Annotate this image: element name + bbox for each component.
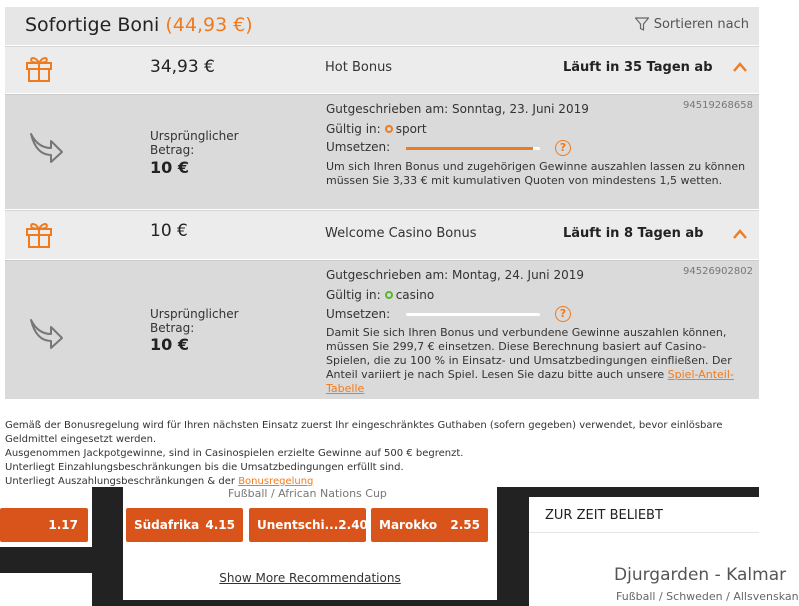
bonus-rules-link[interactable]: Bonusregelung bbox=[238, 476, 314, 487]
status-dot-icon bbox=[385, 125, 393, 133]
bonus-expiry: Läuft in 35 Tagen ab bbox=[563, 60, 713, 75]
original-amount-label: Ursprünglicher Betrag: bbox=[150, 307, 239, 335]
outcome-label: Südafrika bbox=[134, 518, 200, 532]
footnote-4-text: Unterliegt Auszahlungsbeschränkungen & der bbox=[5, 476, 235, 487]
popular-card bbox=[529, 497, 799, 606]
bonus-description: Um sich Ihren Bonus und zugehörigen Gewinne auszahlen lassen zu können müssen Sie 3,33 € mit kumulativen Quoten von mindestens 1,5 wetten. bbox=[326, 160, 746, 187]
bonus-id: 94526902802 bbox=[683, 266, 753, 277]
odds-value: 1.17 bbox=[48, 518, 78, 532]
chevron-up-icon[interactable] bbox=[732, 61, 748, 73]
description-text: Damit Sie sich Ihren Bonus und verbundene Gewinne auszahlen können, müssen Sie 299,7 € einsetzen. Diese Berechnung basiert auf Casino-Spielen, die zu 100 % in Einsatz- und Umsatzbedingungen einfließen. Der Anteil variiert je nach Spiel. Lesen Sie dazu bitte auch unsere bbox=[326, 326, 732, 381]
share-arrow-icon bbox=[27, 312, 65, 350]
share-table-link[interactable]: Spiel-Anteil-Tabelle bbox=[326, 368, 734, 395]
help-icon[interactable]: ? bbox=[555, 306, 571, 322]
status-dot-icon bbox=[385, 291, 393, 299]
bonus-expiry: Läuft in 8 Tagen ab bbox=[563, 226, 704, 241]
sort-button[interactable] bbox=[634, 16, 749, 32]
bonus-name: Hot Bonus bbox=[325, 60, 393, 75]
recommendations-area bbox=[0, 487, 799, 606]
bonus-id: 94519268658 bbox=[683, 100, 753, 111]
popular-breadcrumb: Fußball / Schweden / Allsvenskan bbox=[616, 590, 799, 603]
bonus-value: 10 € bbox=[150, 221, 188, 241]
valid-value: sport bbox=[395, 122, 427, 136]
title-text: Sofortige Boni bbox=[25, 14, 160, 36]
odds-value: 4.15 bbox=[205, 518, 235, 532]
outcome-label: Marokko bbox=[379, 518, 438, 532]
bonus-description bbox=[326, 326, 746, 396]
total-amount: (44,93 €) bbox=[165, 14, 253, 36]
footnote-1: Gemäß der Bonusregelung wird für Ihren nächsten Einsatz zuerst Ihr eingeschränktes Guthaben (sofern gegeben) verwendet, bevor einlösbare Geldmittel eingesetzt werden. bbox=[5, 420, 723, 445]
popular-title: ZUR ZEIT BELIEBT bbox=[529, 497, 759, 533]
chevron-up-icon[interactable] bbox=[732, 228, 748, 240]
wager-label: Umsetzen: bbox=[326, 307, 391, 321]
odds-button-home[interactable] bbox=[126, 508, 243, 542]
odds-button[interactable] bbox=[0, 508, 88, 542]
bonus-details-hot bbox=[5, 94, 759, 209]
wager-progress-bar bbox=[406, 313, 540, 316]
credited-date: Gutgeschrieben am: Montag, 24. Juni 2019 bbox=[326, 268, 584, 282]
bonus-row-hot[interactable] bbox=[5, 46, 759, 93]
gift-icon bbox=[24, 219, 54, 249]
outcome-label: Unentschi... bbox=[257, 518, 339, 532]
wager-progress-fill bbox=[406, 147, 533, 150]
bonus-row-casino[interactable] bbox=[5, 210, 759, 259]
wager-label: Umsetzen: bbox=[326, 140, 391, 154]
bonus-details-casino bbox=[5, 260, 759, 399]
footnote-2: Ausgenommen Jackpotgewinne, sind in Casinospielen erzielte Gewinne auf 500 € begrenzt. bbox=[5, 448, 464, 459]
original-amount-value: 10 € bbox=[150, 335, 189, 354]
valid-label: Gültig in: bbox=[326, 122, 381, 136]
gift-icon bbox=[24, 53, 54, 83]
bonus-footnotes bbox=[5, 419, 745, 489]
recommendation-card-left-lower bbox=[0, 573, 92, 606]
original-amount-label: Ursprünglicher Betrag: bbox=[150, 129, 239, 157]
valid-in-row bbox=[326, 288, 434, 302]
sort-label: Sortieren nach bbox=[653, 16, 749, 32]
show-more-link[interactable]: Show More Recommendations bbox=[219, 571, 401, 585]
valid-label: Gültig in: bbox=[326, 288, 381, 302]
bonuses-header bbox=[5, 7, 759, 45]
original-amount-value: 10 € bbox=[150, 158, 189, 177]
page-title bbox=[25, 14, 253, 36]
valid-in-row bbox=[326, 122, 427, 136]
odds-value: 2.55 bbox=[450, 518, 480, 532]
share-arrow-icon bbox=[27, 126, 65, 164]
credited-date: Gutgeschrieben am: Sonntag, 23. Juni 2019 bbox=[326, 102, 589, 116]
help-icon[interactable]: ? bbox=[555, 140, 571, 156]
odds-value: 2.40 bbox=[338, 518, 368, 532]
odds-button-draw[interactable] bbox=[249, 508, 366, 542]
bonus-name: Welcome Casino Bonus bbox=[325, 226, 477, 241]
bonus-value: 34,93 € bbox=[150, 57, 215, 77]
odds-button-away[interactable] bbox=[371, 508, 488, 542]
valid-value: casino bbox=[395, 288, 435, 302]
recommendation-card bbox=[123, 487, 497, 600]
popular-match[interactable]: Djurgarden - Kalmar bbox=[614, 565, 787, 585]
filter-icon bbox=[634, 16, 650, 32]
competition-label: Fußball / African Nations Cup bbox=[228, 487, 387, 500]
wager-progress-bar bbox=[406, 147, 540, 150]
footnote-3: Unterliegt Einzahlungsbeschränkungen bis die Umsatzbedingungen erfüllt sind. bbox=[5, 462, 404, 473]
